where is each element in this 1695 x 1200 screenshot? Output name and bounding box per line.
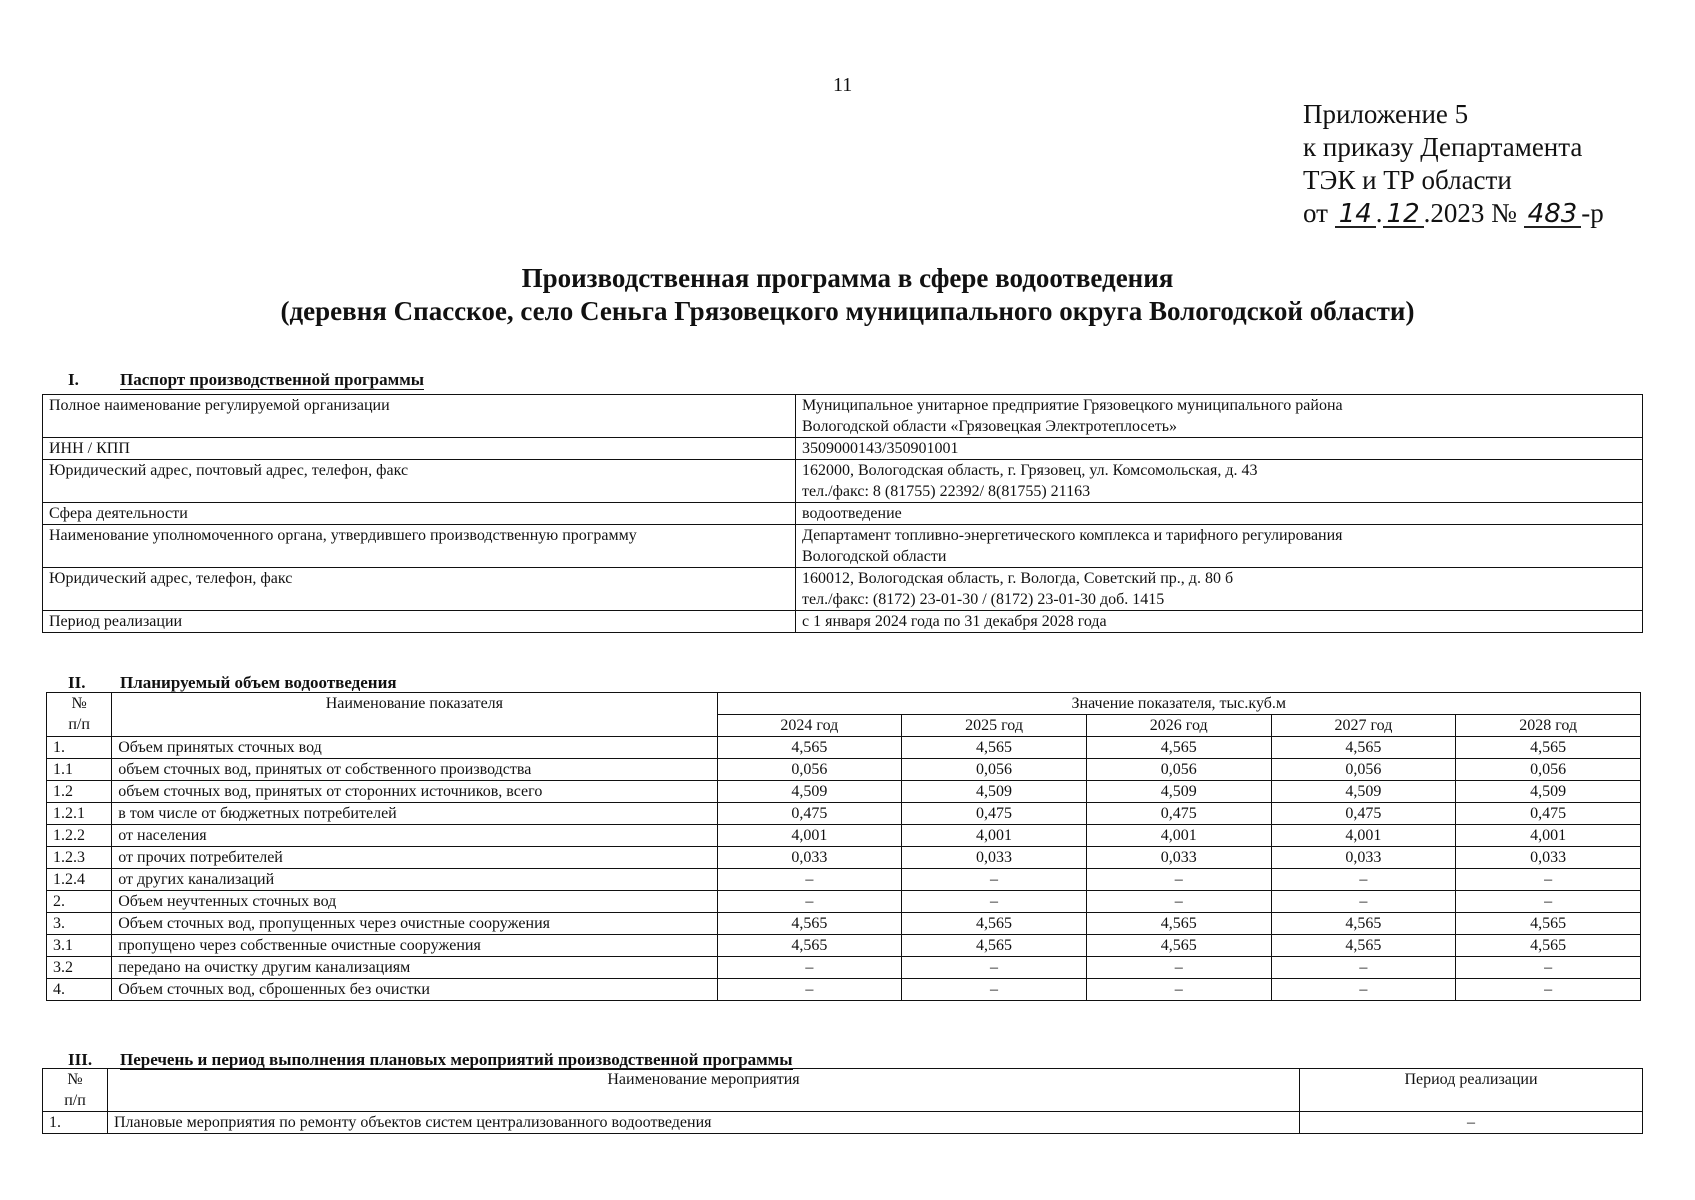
volume-row-number: 1.2.2	[47, 825, 112, 847]
volume-row-value: –	[1086, 891, 1271, 913]
volume-row-value: 4,565	[1456, 737, 1641, 759]
section-3-title: Перечень и период выполнения плановых мероприятий производственной программы	[120, 1050, 793, 1069]
volume-table-head	[47, 693, 1641, 737]
volume-row-value: 4,565	[1086, 935, 1271, 957]
appendix-block	[1303, 98, 1604, 230]
volume-row-value: 0,056	[1086, 759, 1271, 781]
volume-row-value: –	[902, 891, 1087, 913]
volume-row-name: передано на очистку другим канализациям	[112, 957, 717, 979]
volume-row-value: 4,001	[1456, 825, 1641, 847]
passport-value-line-1: водоотведение	[802, 505, 902, 522]
volume-row-number: 3.2	[47, 957, 112, 979]
passport-value-line-1: Департамент топливно-энергетического комплекса и тарифного регулирования	[802, 527, 1343, 544]
date-day: 14	[1335, 202, 1376, 228]
passport-value-line-1: с 1 января 2024 года по 31 декабря 2028 года	[802, 613, 1107, 630]
passport-value	[796, 395, 1643, 438]
volume-row-value: 0,475	[902, 803, 1087, 825]
volume-row-value: 4,565	[1271, 913, 1456, 935]
volume-table	[46, 692, 1641, 1001]
volume-row-number: 1.1	[47, 759, 112, 781]
volume-row-value: 0,056	[717, 759, 902, 781]
volume-row-name: объем сточных вод, принятых от сторонних источников, всего	[112, 781, 717, 803]
volume-row-number: 1.2.4	[47, 869, 112, 891]
volume-row	[47, 737, 1641, 759]
passport-row	[43, 611, 1643, 633]
volume-row	[47, 759, 1641, 781]
volume-row-value: 0,475	[1456, 803, 1641, 825]
passport-table-body	[43, 395, 1643, 633]
order-suffix: -р	[1581, 198, 1604, 228]
volume-row-name: от населения	[112, 825, 717, 847]
volume-row-value: 4,509	[1456, 781, 1641, 803]
volume-row-value: –	[1456, 891, 1641, 913]
volume-row-name: от других канализаций	[112, 869, 717, 891]
volume-row-value: –	[1271, 979, 1456, 1001]
volume-row-value: –	[902, 979, 1087, 1001]
passport-value-line-2: тел./факс: (8172) 23-01-30 / (8172) 23-01-30 доб. 1415	[802, 591, 1165, 608]
volume-row-value: 4,565	[902, 737, 1087, 759]
volume-row-value: 4,001	[1086, 825, 1271, 847]
volume-year-header: 2026 год	[1086, 715, 1271, 737]
appendix-line-3: ТЭК и ТР области	[1303, 165, 1512, 195]
volume-row-value: 4,001	[902, 825, 1087, 847]
section-2-number: II.	[68, 673, 86, 692]
volume-row-value: 4,565	[717, 913, 902, 935]
measures-row-number: 1.	[43, 1112, 108, 1134]
passport-value	[796, 438, 1643, 460]
measures-table-head	[43, 1069, 1643, 1112]
volume-row-value: –	[717, 891, 902, 913]
passport-value-line-1: 160012, Вологодская область, г. Вологда, Советский пр., д. 80 б	[802, 570, 1234, 587]
volume-row-name: пропущено через собственные очистные сооружения	[112, 935, 717, 957]
volume-header-row-1	[47, 693, 1641, 715]
volume-row-value: –	[1271, 869, 1456, 891]
order-number: 483	[1524, 202, 1582, 228]
section-1-heading	[68, 370, 424, 390]
volume-row-value: –	[1086, 869, 1271, 891]
page-number: 11	[833, 74, 853, 96]
passport-value-line-1: Муниципальное унитарное предприятие Грязовецкого муниципального района	[802, 397, 1343, 414]
passport-row	[43, 395, 1643, 438]
section-3-number: III.	[68, 1050, 93, 1069]
measures-header-row	[43, 1069, 1643, 1112]
volume-row-value: 4,565	[1456, 913, 1641, 935]
volume-row-value: –	[1456, 957, 1641, 979]
volume-row-name: Объем сточных вод, пропущенных через очистные сооружения	[112, 913, 717, 935]
passport-row	[43, 503, 1643, 525]
appendix-line-1: Приложение 5	[1303, 99, 1469, 129]
measures-col-number-header	[43, 1069, 108, 1112]
volume-row-value: –	[1456, 979, 1641, 1001]
volume-row-value: 4,565	[1271, 737, 1456, 759]
passport-value-line-2: тел./факс: 8 (81755) 22392/ 8(81755) 21163	[802, 483, 1091, 500]
volume-col-number-header	[47, 693, 112, 737]
volume-row-value: –	[717, 979, 902, 1001]
volume-row-number: 1.	[47, 737, 112, 759]
measures-col-number-sign: №	[67, 1071, 83, 1088]
passport-table	[42, 394, 1643, 633]
section-2-heading	[68, 673, 397, 693]
section-1-title: Паспорт производственной программы	[120, 370, 425, 389]
volume-row-value: 0,056	[902, 759, 1087, 781]
passport-value	[796, 611, 1643, 633]
passport-value	[796, 525, 1643, 568]
volume-row-name: Объем принятых сточных вод	[112, 737, 717, 759]
volume-col-name-header: Наименование показателя	[112, 693, 717, 737]
passport-value-line-2: Вологодской области «Грязовецкая Электротеплосеть»	[802, 418, 1178, 435]
passport-row	[43, 438, 1643, 460]
volume-row-value: –	[902, 869, 1087, 891]
date-prefix: от	[1303, 198, 1328, 228]
volume-row-value: 0,056	[1271, 759, 1456, 781]
passport-label: Юридический адрес, почтовый адрес, телефон, факс	[43, 460, 796, 503]
measures-col-period-header: Период реализации	[1300, 1069, 1643, 1112]
volume-row	[47, 869, 1641, 891]
passport-value	[796, 568, 1643, 611]
volume-row	[47, 891, 1641, 913]
volume-year-header: 2025 год	[902, 715, 1087, 737]
passport-value-line-2: Вологодской области	[802, 548, 947, 565]
passport-row	[43, 525, 1643, 568]
title-line-1: Производственная программа в сфере водоотведения	[521, 263, 1174, 293]
volume-table-body	[47, 737, 1641, 1001]
document-title	[0, 262, 1695, 328]
volume-row-name: Объем неучтенных сточных вод	[112, 891, 717, 913]
volume-row-value: 4,565	[902, 935, 1087, 957]
volume-col-value-header: Значение показателя, тыс.куб.м	[717, 693, 1641, 715]
passport-label: Юридический адрес, телефон, факс	[43, 568, 796, 611]
volume-row-value: –	[1086, 957, 1271, 979]
volume-row	[47, 913, 1641, 935]
volume-row-number: 1.2	[47, 781, 112, 803]
volume-row-value: 4,509	[717, 781, 902, 803]
volume-row-name: от прочих потребителей	[112, 847, 717, 869]
volume-row	[47, 847, 1641, 869]
volume-row	[47, 979, 1641, 1001]
volume-row-number: 1.2.3	[47, 847, 112, 869]
volume-row-value: 4,509	[1086, 781, 1271, 803]
measures-row-period: –	[1300, 1112, 1643, 1134]
date-month: 12	[1383, 202, 1424, 228]
volume-row-value: 4,565	[1271, 935, 1456, 957]
volume-row-value: –	[1271, 891, 1456, 913]
passport-row	[43, 568, 1643, 611]
volume-row-value: –	[1086, 979, 1271, 1001]
volume-col-number-sign: №	[71, 695, 87, 712]
passport-value-line-1: 162000, Вологодская область, г. Грязовец, ул. Комсомольская, д. 43	[802, 462, 1258, 479]
volume-year-header: 2024 год	[717, 715, 902, 737]
volume-row-value: 0,475	[1086, 803, 1271, 825]
volume-row-value: 4,565	[1086, 913, 1271, 935]
volume-row-value: 0,033	[717, 847, 902, 869]
passport-label: ИНН / КПП	[43, 438, 796, 460]
volume-row-value: –	[717, 869, 902, 891]
volume-row-value: 4,001	[717, 825, 902, 847]
title-line-2: (деревня Спасское, село Сеньга Грязовецкого муниципального округа Вологодской области)	[280, 296, 1415, 326]
passport-label: Наименование уполномоченного органа, утвердившего производственную программу	[43, 525, 796, 568]
volume-row-value: 4,565	[1456, 935, 1641, 957]
measures-col-name-header: Наименование мероприятия	[108, 1069, 1300, 1112]
volume-row	[47, 825, 1641, 847]
appendix-line-2: к приказу Департамента	[1303, 132, 1583, 162]
volume-row-value: 0,033	[1271, 847, 1456, 869]
volume-row-value: –	[902, 957, 1087, 979]
volume-row-value: 0,033	[1086, 847, 1271, 869]
volume-row-name: в том числе от бюджетных потребителей	[112, 803, 717, 825]
volume-row-value: –	[1271, 957, 1456, 979]
appendix-date-line	[1303, 197, 1604, 230]
volume-row-value: –	[1456, 869, 1641, 891]
volume-year-header: 2027 год	[1271, 715, 1456, 737]
volume-row-value: 4,565	[902, 913, 1087, 935]
volume-row	[47, 935, 1641, 957]
volume-row-number: 2.	[47, 891, 112, 913]
date-dot: .	[1375, 198, 1383, 228]
volume-row-value: 0,475	[1271, 803, 1456, 825]
measures-row-name: Плановые мероприятия по ремонту объектов систем централизованного водоотведения	[108, 1112, 1300, 1134]
volume-row-name: Объем сточных вод, сброшенных без очистки	[112, 979, 717, 1001]
volume-row-number: 3.1	[47, 935, 112, 957]
passport-label: Полное наименование регулируемой организации	[43, 395, 796, 438]
volume-row-number: 1.2.1	[47, 803, 112, 825]
volume-row	[47, 781, 1641, 803]
passport-label: Сфера деятельности	[43, 503, 796, 525]
measures-table-body	[43, 1112, 1643, 1134]
volume-row-value: 4,509	[1271, 781, 1456, 803]
passport-label: Период реализации	[43, 611, 796, 633]
section-2-title: Планируемый объем водоотведения	[120, 673, 397, 692]
date-year: .2023 №	[1423, 198, 1517, 228]
volume-row-name: объем сточных вод, принятых от собственного производства	[112, 759, 717, 781]
passport-row	[43, 460, 1643, 503]
passport-value	[796, 460, 1643, 503]
volume-row-value: 4,565	[717, 737, 902, 759]
volume-col-number-pp: п/п	[68, 716, 90, 733]
volume-row-number: 4.	[47, 979, 112, 1001]
volume-row-value: –	[717, 957, 902, 979]
volume-row-value: 0,475	[717, 803, 902, 825]
volume-row-value: 4,565	[1086, 737, 1271, 759]
volume-year-header: 2028 год	[1456, 715, 1641, 737]
volume-row	[47, 957, 1641, 979]
passport-value	[796, 503, 1643, 525]
volume-row-value: 0,056	[1456, 759, 1641, 781]
passport-value-line-1: 3509000143/350901001	[802, 440, 959, 457]
measures-table	[42, 1068, 1643, 1134]
volume-row-value: 0,033	[902, 847, 1087, 869]
volume-row-value: 4,565	[717, 935, 902, 957]
section-3-heading	[68, 1050, 793, 1070]
volume-row-value: 4,509	[902, 781, 1087, 803]
section-1-number: I.	[68, 370, 79, 389]
measures-col-number-pp: п/п	[64, 1092, 86, 1109]
volume-row-value: 4,001	[1271, 825, 1456, 847]
volume-row	[47, 803, 1641, 825]
volume-row-number: 3.	[47, 913, 112, 935]
measures-row	[43, 1112, 1643, 1134]
volume-row-value: 0,033	[1456, 847, 1641, 869]
